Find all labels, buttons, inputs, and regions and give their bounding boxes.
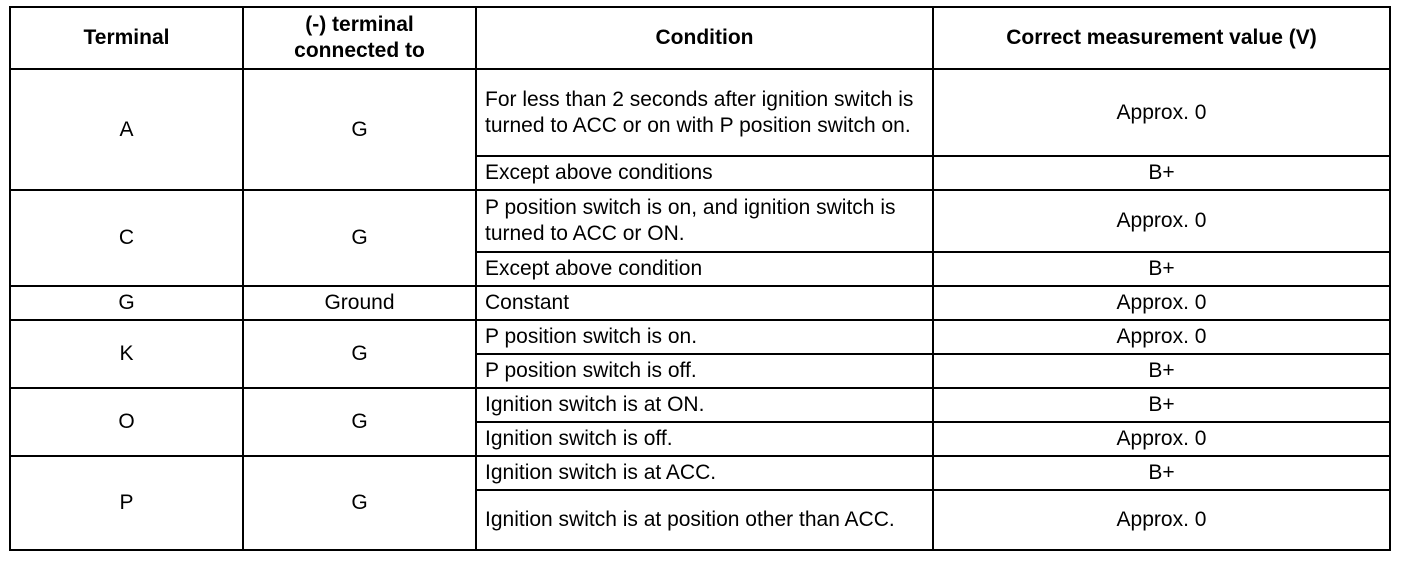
header-value: Correct measurement value (V) (933, 7, 1390, 69)
table-row (10, 320, 1390, 354)
condition-cell: Constant (476, 286, 933, 320)
table-container (9, 6, 1391, 551)
value-cell: Approx. 0 (933, 422, 1390, 456)
table-header (10, 7, 1390, 69)
header-connected-to (243, 7, 476, 69)
connected-to-cell: G (243, 388, 476, 456)
value-cell: Approx. 0 (933, 490, 1390, 550)
connected-to-cell: Ground (243, 286, 476, 320)
value-cell: B+ (933, 156, 1390, 190)
connected-to-cell: G (243, 190, 476, 286)
value-cell: Approx. 0 (933, 286, 1390, 320)
value-cell: B+ (933, 456, 1390, 490)
table-row (10, 388, 1390, 422)
header-terminal: Terminal (10, 7, 243, 69)
value-cell: Approx. 0 (933, 69, 1390, 156)
condition-cell: Ignition switch is at ON. (476, 388, 933, 422)
connected-to-cell: G (243, 320, 476, 388)
terminal-cell: O (10, 388, 243, 456)
condition-cell: Ignition switch is at position other than ACC. (476, 490, 933, 550)
connected-to-cell: G (243, 456, 476, 550)
table-row (10, 190, 1390, 252)
condition-cell: Except above condition (476, 252, 933, 286)
condition-cell: P position switch is off. (476, 354, 933, 388)
terminal-measurement-table (9, 6, 1391, 551)
condition-cell: Ignition switch is at ACC. (476, 456, 933, 490)
terminal-cell: K (10, 320, 243, 388)
header-connected-to-line1: (-) terminal (305, 13, 414, 36)
table-row (10, 456, 1390, 490)
value-cell: B+ (933, 252, 1390, 286)
condition-cell: For less than 2 seconds after ignition switch is turned to ACC or on with P position switch on. (476, 69, 933, 156)
condition-cell: P position switch is on, and ignition switch is turned to ACC or ON. (476, 190, 933, 252)
header-connected-to-line2: connected to (294, 39, 425, 62)
table-row (10, 286, 1390, 320)
value-cell: Approx. 0 (933, 190, 1390, 252)
value-cell: B+ (933, 388, 1390, 422)
header-condition: Condition (476, 7, 933, 69)
terminal-cell: C (10, 190, 243, 286)
table-body (10, 69, 1390, 550)
header-row (10, 7, 1390, 69)
table-row (10, 69, 1390, 156)
connected-to-cell: G (243, 69, 476, 190)
terminal-cell: G (10, 286, 243, 320)
condition-cell: Except above conditions (476, 156, 933, 190)
terminal-cell: A (10, 69, 243, 190)
condition-cell: P position switch is on. (476, 320, 933, 354)
condition-cell: Ignition switch is off. (476, 422, 933, 456)
value-cell: B+ (933, 354, 1390, 388)
terminal-cell: P (10, 456, 243, 550)
value-cell: Approx. 0 (933, 320, 1390, 354)
